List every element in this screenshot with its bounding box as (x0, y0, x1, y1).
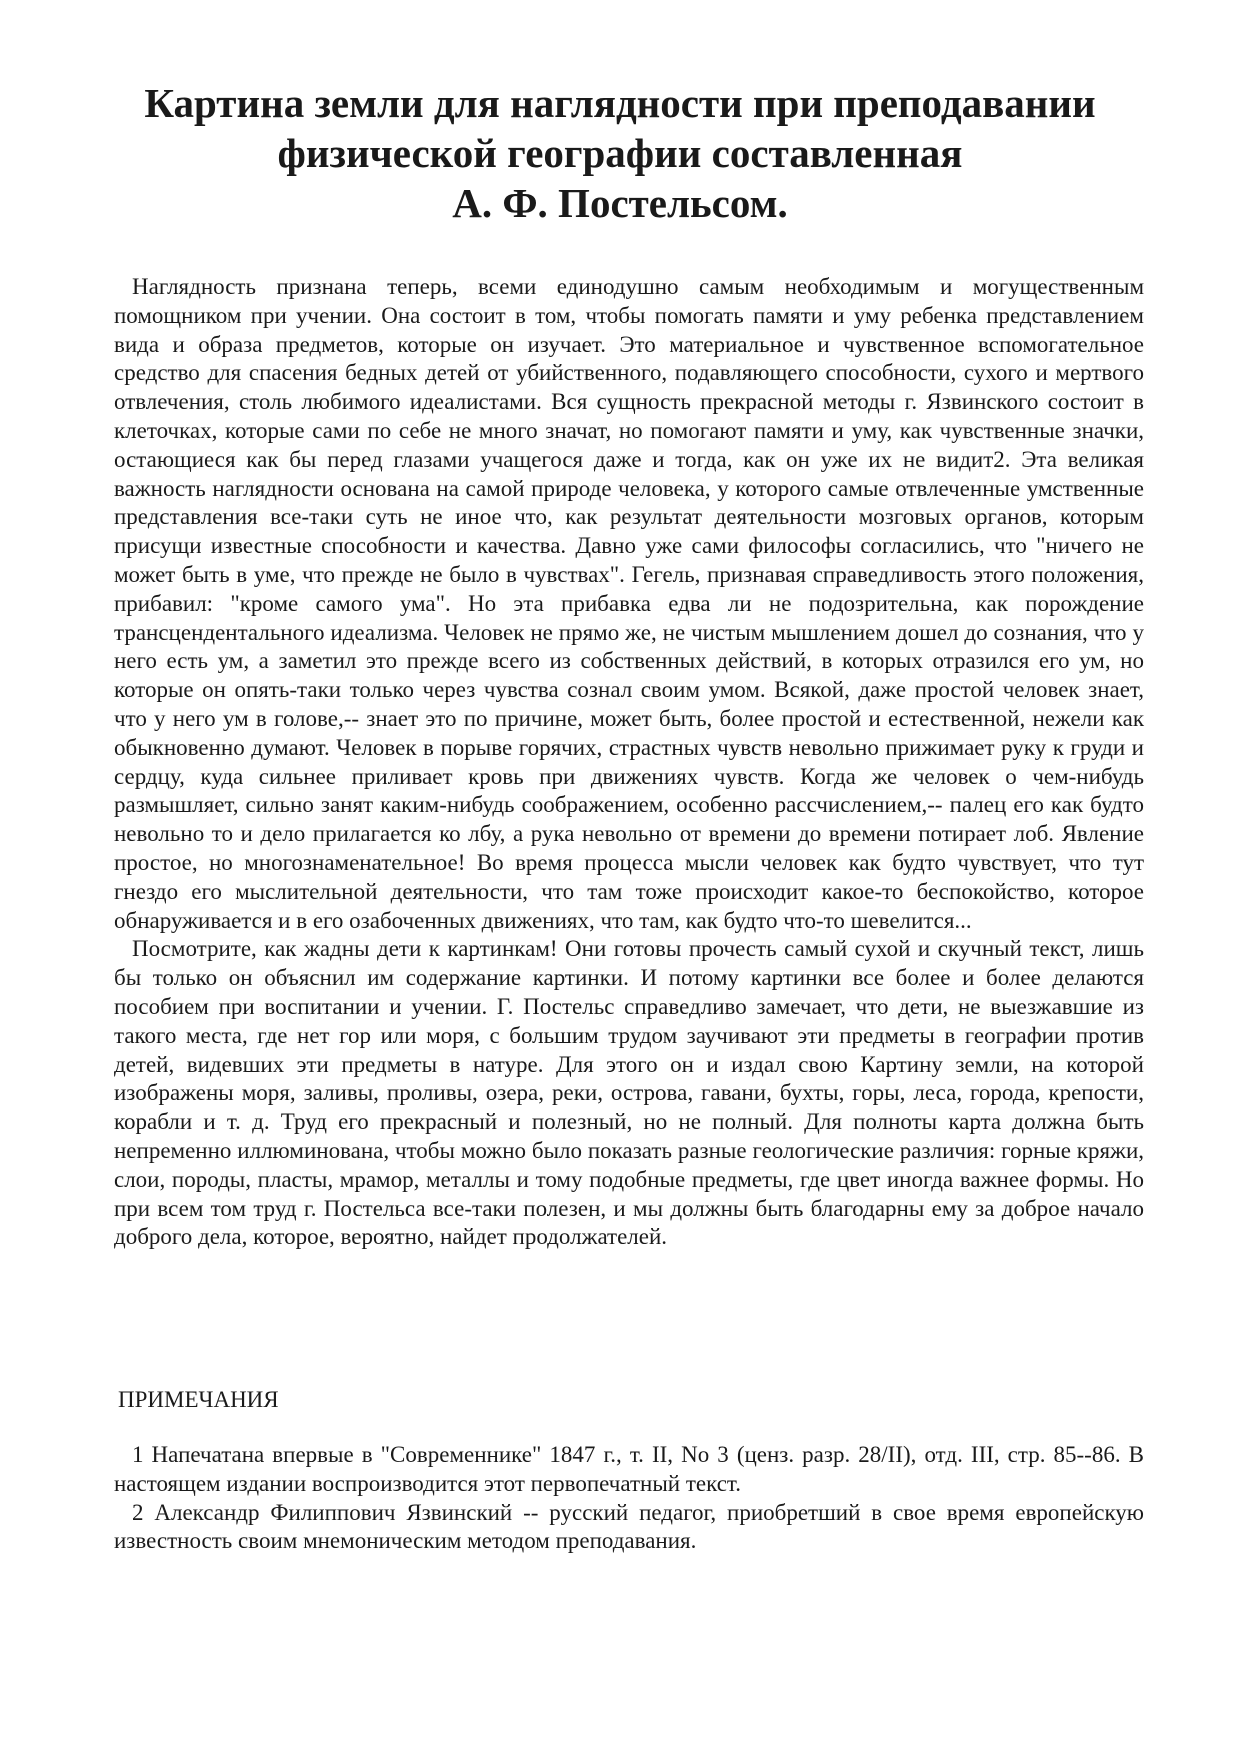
document-title (100, 78, 1140, 228)
title-line: Картина земли для наглядности при преподавании (144, 80, 1096, 126)
article-body (114, 273, 1144, 1252)
notes-heading: ПРИМЕЧАНИЯ (118, 1387, 279, 1412)
title-line: А. Ф. Постельсом. (452, 180, 788, 226)
paragraph: Наглядность признана теперь, всеми единодушно самым необходимым и могущественным помощником при учении. Она состоит в том, чтобы помогать памяти и уму ребенка представлением вида и образа предметов, которые он изучает. Это материальное и чувственное вспомогательное средство для спасения бедных детей от убийственного, подавляющего способности, сухого и мертвого отвлечения, столь любимого идеалистами. Вся сущность прекрасной методы г. Язвинского состоит в клеточках, которые сами по себе не много значат, но помогают памяти и уму, как чувственные значки, остающиеся как бы перед глазами учащегося даже и тогда, как он уже их не видит2. Эта великая важность наглядности основана на самой природе человека, у которого самые отвлеченные умственные представления все-таки суть не иное что, как результат деятельности мозговых органов, которым присущи известные способности и качества. Давно уже сами философы согласились, что "ничего не может быть в уме, что прежде не было в чувствах". Гегель, признавая справедливость этого положения, прибавил: "кроме самого ума". Но эта прибавка едва ли не подозрительна, как порождение трансцендентального идеализма. Человек не прямо же, не чистым мышлением дошел до сознания, что у него есть ум, а заметил это прежде всего из собственных действий, в которых отразился его ум, но которые он опять-таки только через чувства сознал своим умом. Всякой, даже простой человек знает, что у него ум в голове,-- знает это по причине, может быть, более простой и естественной, нежели как обыкновенно думают. Человек в порыве горячих, страстных чувств невольно прижимает руку к груди и сердцу, куда сильнее приливает кровь при движениях чувств. Когда же человек о чем-нибудь размышляет, сильно занят каким-нибудь соображением, особенно рассчислением,-- палец его как будто невольно то и дело прилагается ко лбу, а рука невольно от времени до времени потирает лоб. Явление простое, но многознаменательное! Во время процесса мысли человек как будто чувствует, что тут гнездо его мыслительной деятельности, что там тоже происходит какое-то беспокойство, которое обнаруживается и в его озабоченных движениях, что там, как будто что-то шевелится... (114, 274, 1144, 933)
footnote: 2 Александр Филиппович Язвинский -- русский педагог, приобретший в свое время европейскую известность своим мнемоническим методом преподавания. (114, 1499, 1144, 1554)
title-line: физической географии составленная (277, 130, 963, 176)
paragraph: Посмотрите, как жадны дети к картинкам! Они готовы прочесть самый сухой и скучный текст, лишь бы только он объяснил им содержание картинки. И потому картинки все более и более делаются пособием при воспитании и учении. Г. Постельс справедливо замечает, что дети, не выезжавшие из такого места, где нет гор или моря, с большим трудом заучивают эти предметы в географии против детей, видевших эти предметы в натуре. Для этого он и издал свою Картину земли, на которой изображены моря, заливы, проливы, озера, реки, острова, гавани, бухты, горы, леса, города, крепости, корабли и т. д. Труд его прекрасный и полезный, но не полный. Для полноты карта должна быть непременно иллюминована, чтобы можно было показать разные геологические различия: горные кряжи, слои, породы, пласты, мрамор, металлы и тому подобные предметы, где цвет иногда важнее формы. Но при всем том труд г. Постельса все-таки полезен, и мы должны быть благодарны ему за доброе начало доброго дела, которое, вероятно, найдет продолжателей. (114, 936, 1144, 1250)
notes-section (114, 1441, 1144, 1556)
footnote: 1 Напечатана впервые в "Современнике" 1847 г., т. II, No 3 (ценз. разр. 28/II), отд. III, стр. 85--86. В настоящем издании воспроизводится этот первопечатный текст. (114, 1442, 1144, 1496)
